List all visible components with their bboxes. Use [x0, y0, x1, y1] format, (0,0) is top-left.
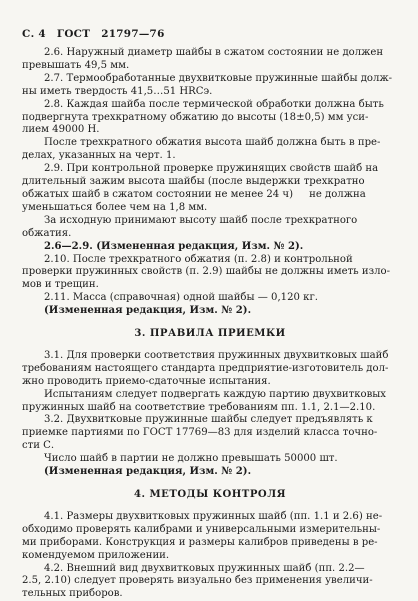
standard-label: ГОСТ [56, 28, 91, 40]
text-line: сти С. [22, 440, 55, 452]
text-line: мов и трещин. [22, 279, 99, 291]
text-line: превышать 49,5 мм. [22, 59, 130, 71]
text-line: тельных приборов. [22, 588, 123, 600]
text-line: требованиям настоящего стандарта предприятие-изготовитель дол- [22, 362, 389, 374]
text-line: обжатых шайб в сжатом состоянии не менее 24 ч) не должна [22, 188, 366, 200]
text-line: проверки пружинных свойств (п. 2.9) шайбы не должны иметь изло- [22, 266, 390, 278]
standard-code: 21797—76 [101, 28, 165, 40]
text-line: 2.11. Масса (справочная) одной шайбы — 0,120 кг. [44, 292, 318, 304]
text-line: 2.6. Наружный диаметр шайбы в сжатом состоянии не должен [44, 47, 384, 58]
text-line: Число шайб в партии не должно превышать 50000 шт. [44, 453, 338, 465]
document-body [22, 47, 398, 601]
text-line: лием 49000 Н. [22, 124, 100, 136]
amendment-note: (Измененная редакция, Изм. № 2). [44, 305, 252, 317]
text-line: 2.9. При контрольной проверке пружинящих свойств шайб на [44, 163, 379, 175]
text-line: 4.1. Размеры двухвитковых пружинных шайб (пп. 1.1 и 2.6) не- [44, 510, 383, 522]
section-heading-acceptance: 3. ПРАВИЛА ПРИЕМКИ [134, 328, 286, 340]
text-line: 3.2. Двухвитковые пружинные шайбы следует предъявлять к [44, 414, 373, 426]
text-line: 4.2. Внешний вид двухвитковых пружинных шайб (пп. 2.2— [44, 562, 365, 574]
text-line: уменьшаться более чем на 1,8 мм. [22, 201, 208, 213]
amendment-note: 2.6—2.9. (Измененная редакция, Изм. № 2). [44, 240, 304, 252]
text-line: приемке партиями по ГОСТ 17769—83 для изделий класса точно- [22, 427, 378, 439]
text-line: Испытаниям следует подвергать каждую партию двухвитковых [44, 388, 386, 400]
text-line: комендуемом приложении. [22, 549, 170, 561]
text-line: пружинных шайб на соответствие требованиям пп. 1.1, 2.1—2.10. [22, 401, 376, 413]
text-line: ны иметь твердость 41,5…51 HRCэ. [22, 85, 213, 97]
text-line: делах, указанных на черт. 1. [22, 150, 176, 162]
text-line: подвергнута трехкратному обжатию до высоты (18±0,5) мм уси- [22, 111, 369, 123]
text-line: обходимо проверять калибрами и универсальными измерительны- [22, 523, 381, 535]
text-line: 2.5, 2.10) следует проверять визуально без применения увеличи- [22, 575, 373, 587]
text-line: После трехкратного обжатия высота шайб должна быть в пре- [44, 137, 381, 149]
page-header [22, 28, 172, 40]
page-number: С. 4 [22, 28, 46, 40]
text-line: длительный зажим высота шайбы (после выдержки трехкратно [22, 176, 365, 188]
text-line: 2.10. После трехкратного обжатия (п. 2.8) и контрольной [44, 253, 353, 265]
text-line: жно проводить приемо-сдаточные испытания. [22, 375, 271, 387]
amendment-note: (Измененная редакция, Изм. № 2). [44, 466, 252, 478]
section-heading-control-methods: 4. МЕТОДЫ КОНТРОЛЯ [133, 489, 287, 500]
text-line: 3.1. Для проверки соответствия пружинных двухвитковых шайб [44, 349, 389, 361]
text-line: ми приборами. Конструкция и размеры калибров приведены в ре- [22, 536, 378, 548]
text-line: За исходную принимают высоту шайб после трехкратного [44, 214, 358, 226]
text-line: 2.8. Каждая шайба после термической обработки должна быть [44, 98, 384, 110]
text-line: обжатия. [22, 227, 72, 239]
text-line: 2.7. Термообработанные двухвитковые пружинные шайбы долж- [44, 72, 393, 84]
